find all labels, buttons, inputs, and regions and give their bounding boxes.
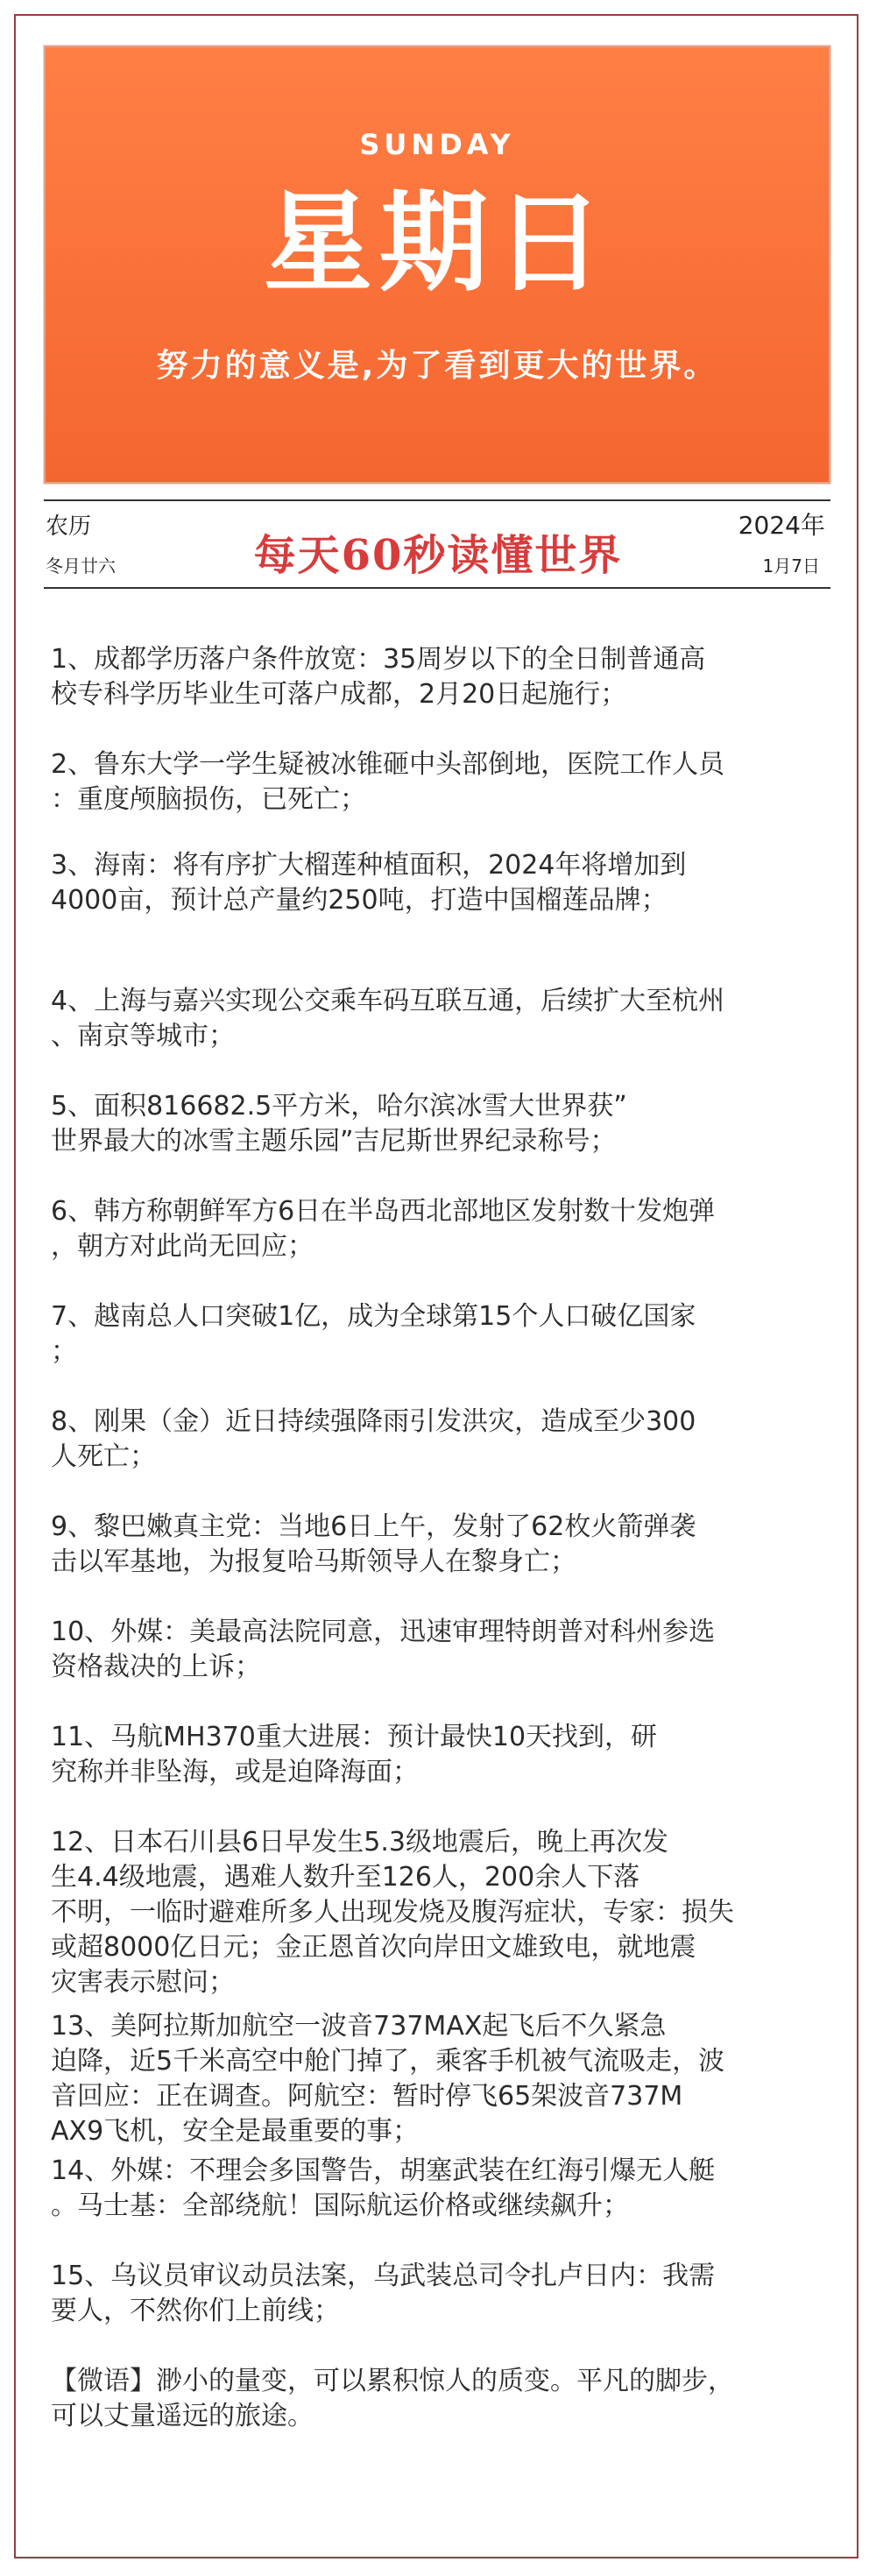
news-item-11: 11、马航MH370重大进展：预计最快10天找到，研 究称并非坠海，或是迫降海面； xyxy=(51,1722,658,1787)
news-item-3: 3、海南：将有序扩大榴莲种植面积，2024年将增加到 4000亩，预计总产量约250吨，打造中国榴莲品牌； xyxy=(51,850,687,916)
news-item-10: 10、外媒：美最高法院同意，迅速审理特朗普对科州参选 资格裁决的上诉； xyxy=(51,1617,716,1682)
news-item-15: 15、乌议员审议动员法案，乌武装总司令扎卢日内：我需 要人，不然你们上前线； xyxy=(51,2261,716,2326)
news-item-12: 12、日本石川县6日早发生5.3级地震后，晚上再次发 生4.4级地震，遇难人数升至126人，200余人下落 不明，一临时避难所多人出现发烧及腹泻症状，专家：损失 或超8000亿日元；金正恩首次向岸田文雄致电，就地震 灾害表示慰问； xyxy=(51,1827,734,1998)
header-top-rule xyxy=(44,499,830,501)
month-day-label: 1月7日 xyxy=(762,556,820,577)
banner-motto: 努力的意义是,为了看到更大的世界。 xyxy=(156,348,718,384)
news-item-9: 9、黎巴嫩真主党：当地6日上午，发射了62枚火箭弹袭 击以军基地，为报复哈马斯领导人在黎身亡； xyxy=(51,1511,696,1577)
banner-weekday-zh: 星期日 xyxy=(263,180,611,307)
lunar-date: 冬月廿六 xyxy=(46,556,116,577)
banner-weekday-en: SUNDAY xyxy=(359,128,515,161)
news-item-8: 8、刚果（金）近日持续强降雨引发洪灾，造成至少300 人死亡； xyxy=(51,1406,696,1472)
weiyu-quote: 【微语】渺小的量变，可以累积惊人的质变。平凡的脚步， 可以丈量遥远的旅途。 xyxy=(51,2366,734,2431)
news-item-7: 7、越南总人口突破1亿，成为全球第15个人口破亿国家 ； xyxy=(51,1301,696,1367)
news-item-2: 2、鲁东大学一学生疑被冰锥砸中头部倒地，医院工作人员 ：重度颅脑损伤，已死亡； xyxy=(51,749,725,815)
news-item-4: 4、上海与嘉兴实现公交乘车码互联互通，后续扩大至杭州 、南京等城市； xyxy=(51,986,725,1051)
news-item-5: 5、面积816682.5平方米，哈尔滨冰雪大世界获” 世界最大的冰雪主题乐园”吉尼斯世界纪录称号； xyxy=(51,1091,627,1157)
page-title: 每天60秒读懂世界 xyxy=(253,531,623,580)
news-item-6: 6、韩方称朝鲜军方6日在半岛西北部地区发射数十发炮弹 ，朝方对此尚无回应； xyxy=(51,1196,716,1262)
news-item-14: 14、外媒：不理会多国警告，胡塞武装在红海引爆无人艇 。马士基：全部绕航！国际航运价格或继续飙升； xyxy=(51,2155,716,2221)
news-item-13: 13、美阿拉斯加航空一波音737MAX起飞后不久紧急 迫降，近5千米高空中舱门掉了，乘客手机被气流吸走，波 音回应：正在调查。阿航空：暂时停飞65架波音737M AX9飞机，安全是最重要的事； xyxy=(51,2011,725,2147)
day-banner xyxy=(44,46,830,484)
news-item-1: 1、成都学历落户条件放宽：35周岁以下的全日制普通高 校专科学历毕业生可落户成都，2月20日起施行； xyxy=(51,644,706,710)
lunar-label: 农历 xyxy=(46,513,92,540)
header-bottom-rule xyxy=(44,587,830,589)
year-label: 2024年 xyxy=(738,511,825,540)
